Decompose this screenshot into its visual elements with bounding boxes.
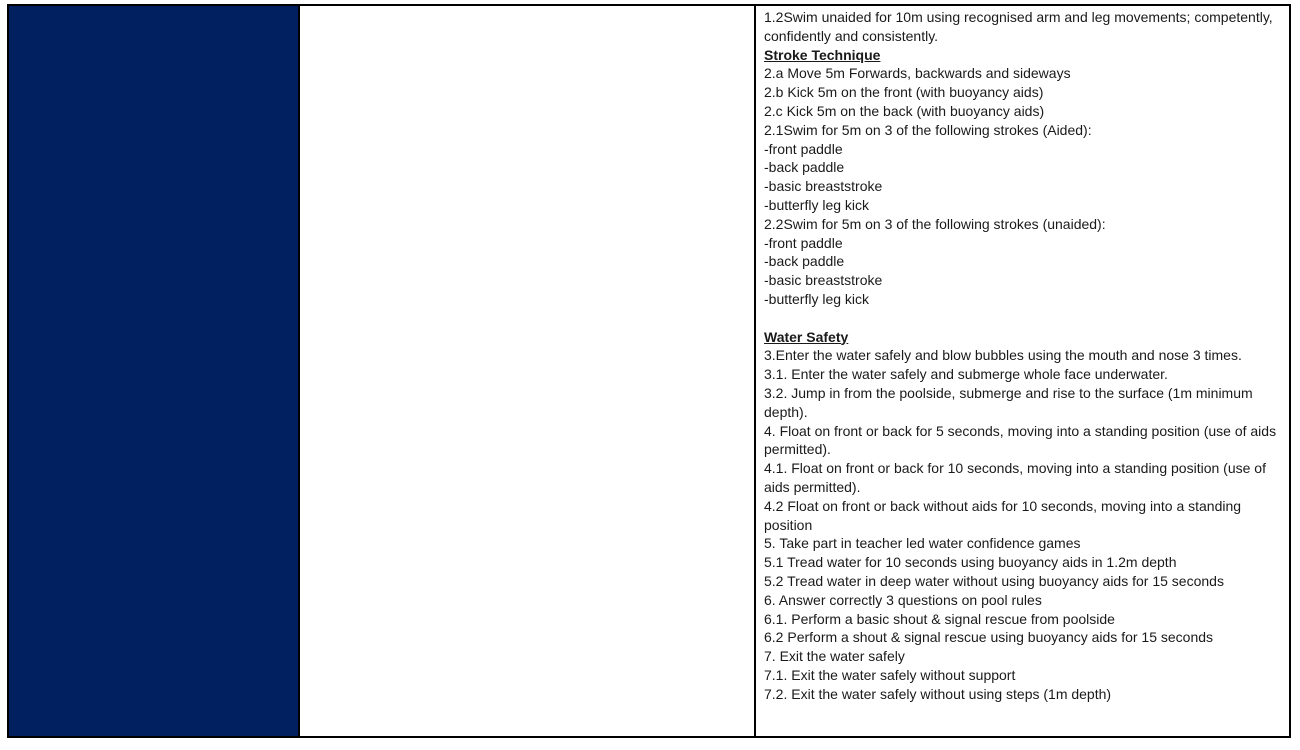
criteria-line: 2.c Kick 5m on the back (with buoyancy aids) xyxy=(764,102,1045,119)
criteria-line: 6.1. Perform a basic shout & signal rescue from poolside xyxy=(764,610,1115,627)
criteria-line: 2.2Swim for 5m on 3 of the following strokes (unaided): xyxy=(764,215,1106,232)
level-color-cell xyxy=(9,6,300,736)
criteria-line: 3.1. Enter the water safely and submerge whole face underwater. xyxy=(764,366,1168,383)
criteria-line: 5.2 Tread water in deep water without using buoyancy aids for 15 seconds xyxy=(764,572,1224,589)
criteria-line: 6.2 Perform a shout & signal rescue using buoyancy aids for 15 seconds xyxy=(764,629,1214,646)
criteria-line: -basic breaststroke xyxy=(764,272,883,289)
criteria-line: -back paddle xyxy=(764,159,845,176)
criteria-line: 4.2 Float on front or back without aids for 10 seconds, moving into a standing position xyxy=(764,497,1242,533)
section-heading: Stroke Technique xyxy=(764,46,881,63)
criteria-line: -basic breaststroke xyxy=(764,178,883,195)
award-criteria-table xyxy=(7,4,1291,738)
empty-notes-cell xyxy=(300,6,756,736)
criteria-line: 5.1 Tread water for 10 seconds using buoyancy aids in 1.2m depth xyxy=(764,554,1177,571)
criteria-line: 7.1. Exit the water safely without support xyxy=(764,666,1016,683)
section-heading: Water Safety xyxy=(764,328,849,345)
criteria-line: 2.1Swim for 5m on 3 of the following strokes (Aided): xyxy=(764,121,1092,138)
criteria-line: 2.b Kick 5m on the front (with buoyancy aids) xyxy=(764,84,1044,101)
criteria-line: -front paddle xyxy=(764,234,843,251)
criteria-line: 4.1. Float on front or back for 10 seconds, moving into a standing position (use of aids permitted). xyxy=(764,460,1266,495)
criteria-line: -butterfly leg kick xyxy=(764,196,870,213)
criteria-line: 7. Exit the water safely xyxy=(764,648,905,665)
criteria-line: 3.Enter the water safely and blow bubbles using the mouth and nose 3 times. xyxy=(764,347,1242,364)
blank-line xyxy=(764,309,1281,328)
criteria-line: 1.2Swim unaided for 10m using recognised arm and leg movements; competently, confidently and consistently. xyxy=(764,9,1273,44)
criteria-line: 3.2. Jump in from the poolside, submerge and rise to the surface (1m minimum depth). xyxy=(764,384,1253,420)
criteria-line: 7.2. Exit the water safely without using steps (1m depth) xyxy=(764,685,1112,702)
criteria-line: 2.a Move 5m Forwards, backwards and sideways xyxy=(764,65,1071,82)
criteria-text-cell xyxy=(756,6,1289,736)
criteria-line: 6. Answer correctly 3 questions on pool rules xyxy=(764,591,1042,608)
criteria-line: -front paddle xyxy=(764,140,843,157)
criteria-line: 5. Take part in teacher led water confidence games xyxy=(764,535,1081,552)
criteria-line: -butterfly leg kick xyxy=(764,290,870,307)
criteria-line: -back paddle xyxy=(764,253,845,270)
criteria-line: 4. Float on front or back for 5 seconds, moving into a standing position (use of aids permitted). xyxy=(764,422,1277,458)
